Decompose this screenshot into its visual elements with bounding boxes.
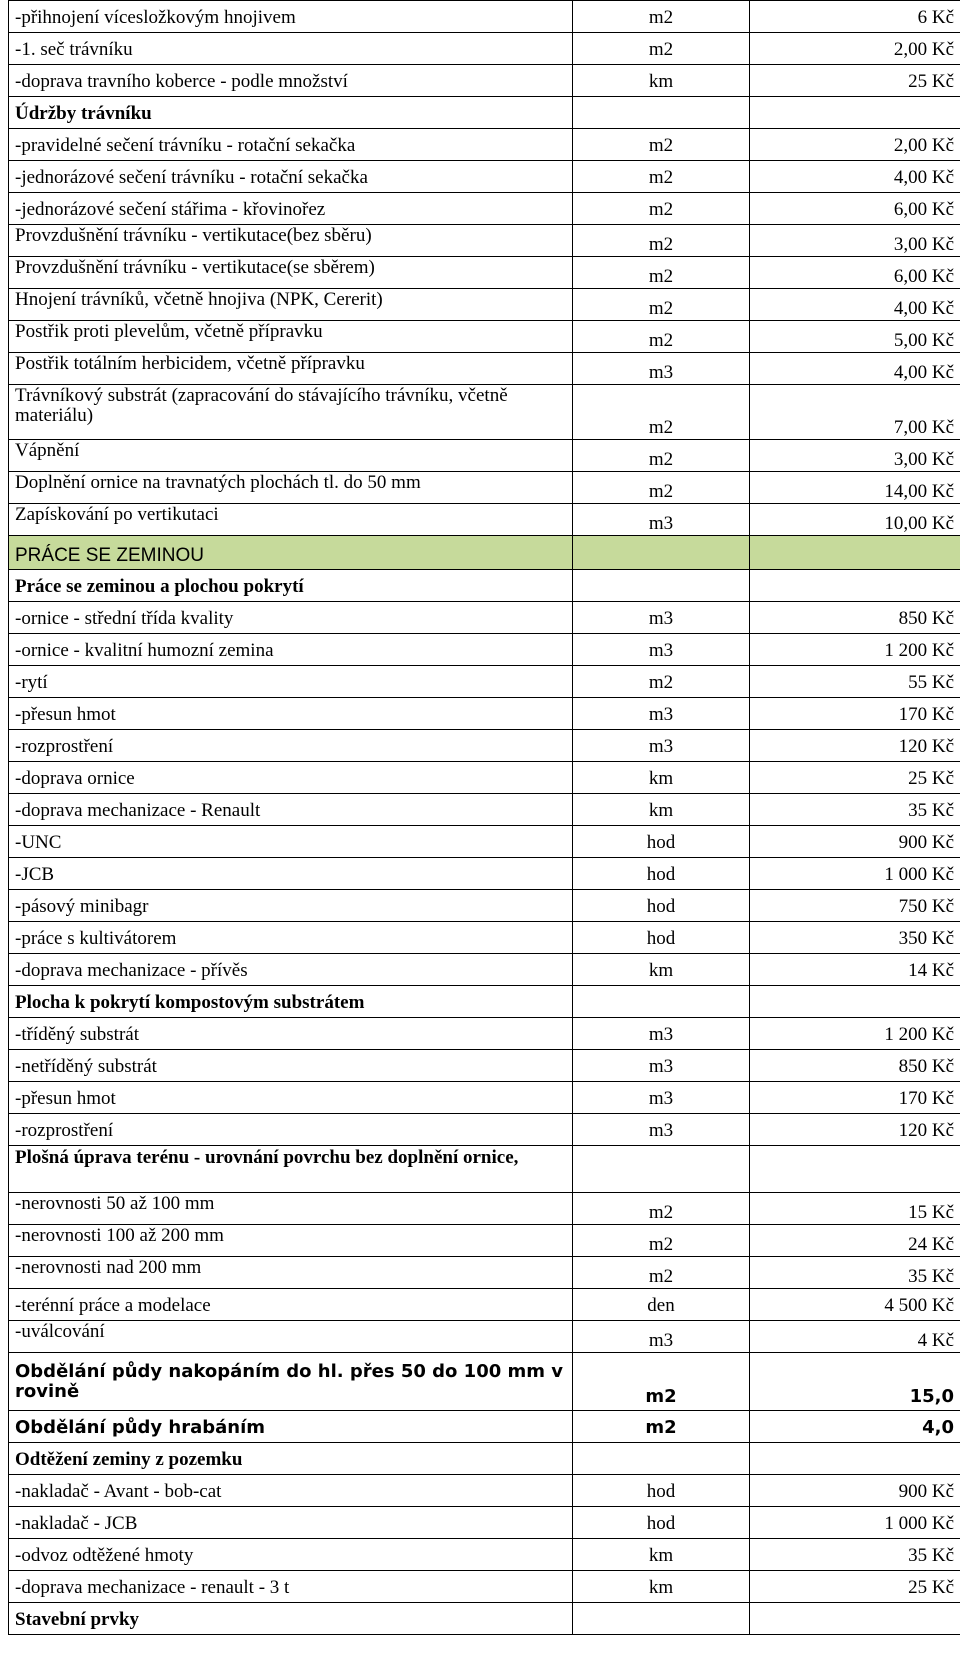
table-row — [9, 890, 960, 922]
item-description: -ornice - střední třída kvality — [9, 602, 573, 634]
table-row — [9, 321, 960, 353]
item-description: -rytí — [9, 666, 573, 698]
item-description: Zapískování po vertikutaci — [9, 504, 573, 536]
item-description: -pravidelné sečení trávníku - rotační sekačka — [9, 129, 573, 161]
item-price: 14 Kč — [750, 954, 960, 986]
table-row — [9, 794, 960, 826]
item-description: -doprava mechanizace - Renault — [9, 794, 573, 826]
table-row — [9, 257, 960, 289]
item-price: 170 Kč — [750, 698, 960, 730]
item-unit: m2 — [573, 1225, 750, 1257]
item-unit: m2 — [573, 289, 750, 321]
item-price: 4,00 Kč — [750, 353, 960, 385]
item-unit: m2 — [573, 321, 750, 353]
table-row — [9, 440, 960, 472]
item-price — [750, 1443, 960, 1475]
item-unit: km — [573, 1571, 750, 1603]
item-description: -UNC — [9, 826, 573, 858]
item-unit: m2 — [573, 385, 750, 440]
item-description: Hnojení trávníků, včetně hnojiva (NPK, Cererit) — [9, 289, 573, 321]
item-description: Provzdušnění trávníku - vertikutace(bez sběru) — [9, 225, 573, 257]
item-description: Obdělání půdy nakopáním do hl. přes 50 do 100 mm v rovině — [9, 1353, 573, 1411]
item-description: Obdělání půdy hrabáním — [9, 1411, 573, 1443]
item-price: 25 Kč — [750, 65, 960, 97]
item-price: 1 000 Kč — [750, 1507, 960, 1539]
item-unit: km — [573, 794, 750, 826]
item-price: 15,0 — [750, 1353, 960, 1411]
item-unit: m2 — [573, 1193, 750, 1225]
item-price: 2,00 Kč — [750, 33, 960, 65]
item-unit: m2 — [573, 257, 750, 289]
table-row — [9, 65, 960, 97]
item-unit: hod — [573, 922, 750, 954]
item-unit — [573, 1603, 750, 1635]
table-row — [9, 1475, 960, 1507]
item-unit: m3 — [573, 1321, 750, 1353]
item-description: Plošná úprava terénu - urovnání povrchu bez doplnění ornice, — [9, 1146, 573, 1193]
table-row — [9, 1018, 960, 1050]
item-unit: m3 — [573, 634, 750, 666]
item-unit — [573, 536, 750, 570]
item-unit: hod — [573, 858, 750, 890]
table-row — [9, 730, 960, 762]
section-header-row — [9, 1603, 960, 1635]
item-price — [750, 570, 960, 602]
item-price: 7,00 Kč — [750, 385, 960, 440]
item-price: 5,00 Kč — [750, 321, 960, 353]
table-row — [9, 129, 960, 161]
table-row — [9, 666, 960, 698]
section-header-row — [9, 1146, 960, 1193]
item-unit: m3 — [573, 730, 750, 762]
item-price: 25 Kč — [750, 1571, 960, 1603]
item-price: 120 Kč — [750, 1114, 960, 1146]
item-price: 850 Kč — [750, 1050, 960, 1082]
table-row — [9, 225, 960, 257]
item-description: -přesun hmot — [9, 1082, 573, 1114]
item-price: 1 000 Kč — [750, 858, 960, 890]
item-unit: km — [573, 954, 750, 986]
item-description: -nakladač - Avant - bob-cat — [9, 1475, 573, 1507]
item-unit: m2 — [573, 129, 750, 161]
table-row — [9, 1257, 960, 1289]
table-row — [9, 762, 960, 794]
item-description: -1. seč trávníku — [9, 33, 573, 65]
item-unit: m2 — [573, 33, 750, 65]
item-description: -nerovnosti 100 až 200 mm — [9, 1225, 573, 1257]
item-unit: m3 — [573, 1018, 750, 1050]
item-unit: m3 — [573, 1114, 750, 1146]
item-description: Provzdušnění trávníku - vertikutace(se sběrem) — [9, 257, 573, 289]
item-price: 35 Kč — [750, 794, 960, 826]
table-row — [9, 289, 960, 321]
table-row — [9, 602, 960, 634]
item-unit: m2 — [573, 161, 750, 193]
item-unit: hod — [573, 890, 750, 922]
item-description: Plocha k pokrytí kompostovým substrátem — [9, 986, 573, 1018]
table-row — [9, 1321, 960, 1353]
table-row — [9, 1, 960, 33]
item-description: -jednorázové sečení trávníku - rotační sekačka — [9, 161, 573, 193]
item-description: -JCB — [9, 858, 573, 890]
item-description: -nakladač - JCB — [9, 1507, 573, 1539]
item-unit: m3 — [573, 1082, 750, 1114]
item-price: 4,0 — [750, 1411, 960, 1443]
item-description: Práce se zeminou a plochou pokrytí — [9, 570, 573, 602]
item-description: Údržby trávníku — [9, 97, 573, 129]
item-unit — [573, 570, 750, 602]
item-unit: m2 — [573, 1257, 750, 1289]
item-description: -doprava ornice — [9, 762, 573, 794]
table-row — [9, 1050, 960, 1082]
item-description: Odtěžení zeminy z pozemku — [9, 1443, 573, 1475]
item-unit — [573, 97, 750, 129]
table-row — [9, 1571, 960, 1603]
item-description: -rozprostření — [9, 730, 573, 762]
item-description: -rozprostření — [9, 1114, 573, 1146]
item-price: 3,00 Kč — [750, 225, 960, 257]
item-price: 900 Kč — [750, 826, 960, 858]
item-unit — [573, 986, 750, 1018]
table-row — [9, 504, 960, 536]
item-description: -terénní práce a modelace — [9, 1289, 573, 1321]
item-price: 350 Kč — [750, 922, 960, 954]
table-row — [9, 1225, 960, 1257]
item-price: 1 200 Kč — [750, 634, 960, 666]
table-row — [9, 1539, 960, 1571]
item-description: -uválcování — [9, 1321, 573, 1353]
item-unit: m2 — [573, 1, 750, 33]
table-row — [9, 472, 960, 504]
item-description: Stavební prvky — [9, 1603, 573, 1635]
item-unit: km — [573, 762, 750, 794]
item-price — [750, 1603, 960, 1635]
table-row — [9, 634, 960, 666]
table-row — [9, 1193, 960, 1225]
table-row — [9, 1507, 960, 1539]
item-unit: m2 — [573, 440, 750, 472]
item-price: 4 Kč — [750, 1321, 960, 1353]
section-header-row — [9, 1443, 960, 1475]
item-unit — [573, 1146, 750, 1193]
item-description: Trávníkový substrát (zapracování do stávajícího trávníku, včetně materiálu) — [9, 385, 573, 440]
item-price: 3,00 Kč — [750, 440, 960, 472]
item-unit: m3 — [573, 698, 750, 730]
item-description: Postřik proti plevelům, včetně přípravku — [9, 321, 573, 353]
item-price — [750, 97, 960, 129]
item-price: 900 Kč — [750, 1475, 960, 1507]
table-row — [9, 954, 960, 986]
item-description: Vápnění — [9, 440, 573, 472]
item-price: 55 Kč — [750, 666, 960, 698]
item-description: -tříděný substrát — [9, 1018, 573, 1050]
item-price: 25 Kč — [750, 762, 960, 794]
item-description: PRÁCE SE ZEMINOU — [9, 536, 573, 570]
item-price: 35 Kč — [750, 1257, 960, 1289]
item-description: -netříděný substrát — [9, 1050, 573, 1082]
item-unit: m3 — [573, 353, 750, 385]
item-price: 4,00 Kč — [750, 161, 960, 193]
item-description: -doprava mechanizace - renault - 3 t — [9, 1571, 573, 1603]
item-unit: den — [573, 1289, 750, 1321]
item-description: -doprava mechanizace - přívěs — [9, 954, 573, 986]
item-price: 1 200 Kč — [750, 1018, 960, 1050]
item-price: 4 500 Kč — [750, 1289, 960, 1321]
table-row — [9, 922, 960, 954]
table-row — [9, 1353, 960, 1411]
price-table-body — [9, 1, 960, 1635]
item-price: 15 Kč — [750, 1193, 960, 1225]
table-row — [9, 1082, 960, 1114]
item-description: Doplnění ornice na travnatých plochách tl. do 50 mm — [9, 472, 573, 504]
item-unit: m2 — [573, 666, 750, 698]
item-price: 14,00 Kč — [750, 472, 960, 504]
item-price — [750, 536, 960, 570]
item-price: 750 Kč — [750, 890, 960, 922]
table-row — [9, 1114, 960, 1146]
item-price: 6,00 Kč — [750, 193, 960, 225]
item-description: -nerovnosti nad 200 mm — [9, 1257, 573, 1289]
item-description: -jednorázové sečení stářima - křovinořez — [9, 193, 573, 225]
table-row — [9, 826, 960, 858]
item-description: -nerovnosti 50 až 100 mm — [9, 1193, 573, 1225]
section-header-row — [9, 986, 960, 1018]
item-price: 6 Kč — [750, 1, 960, 33]
section-header-row — [9, 570, 960, 602]
table-row — [9, 161, 960, 193]
item-unit: m2 — [573, 1353, 750, 1411]
item-unit: hod — [573, 1507, 750, 1539]
item-price: 6,00 Kč — [750, 257, 960, 289]
item-unit: m2 — [573, 225, 750, 257]
item-unit: hod — [573, 1475, 750, 1507]
item-unit: m3 — [573, 504, 750, 536]
table-row — [9, 353, 960, 385]
item-unit: m3 — [573, 602, 750, 634]
item-price — [750, 1146, 960, 1193]
item-price: 2,00 Kč — [750, 129, 960, 161]
item-unit: m3 — [573, 1050, 750, 1082]
item-price: 170 Kč — [750, 1082, 960, 1114]
table-row — [9, 385, 960, 440]
item-unit: km — [573, 1539, 750, 1571]
item-price: 10,00 Kč — [750, 504, 960, 536]
item-description: -práce s kultivátorem — [9, 922, 573, 954]
item-unit: m2 — [573, 472, 750, 504]
price-table — [8, 0, 960, 1635]
item-unit — [573, 1443, 750, 1475]
table-row — [9, 858, 960, 890]
item-description: -přihnojení vícesložkovým hnojivem — [9, 1, 573, 33]
item-description: -přesun hmot — [9, 698, 573, 730]
table-row — [9, 698, 960, 730]
item-description: -ornice - kvalitní humozní zemina — [9, 634, 573, 666]
item-unit: m2 — [573, 1411, 750, 1443]
section-header-row — [9, 97, 960, 129]
table-row — [9, 1411, 960, 1443]
item-description: Postřik totálním herbicidem, včetně přípravku — [9, 353, 573, 385]
table-row — [9, 1289, 960, 1321]
item-price: 120 Kč — [750, 730, 960, 762]
item-price — [750, 986, 960, 1018]
item-unit: m2 — [573, 193, 750, 225]
item-price: 24 Kč — [750, 1225, 960, 1257]
item-price: 4,00 Kč — [750, 289, 960, 321]
item-unit: km — [573, 65, 750, 97]
table-row — [9, 33, 960, 65]
item-price: 850 Kč — [750, 602, 960, 634]
item-unit: hod — [573, 826, 750, 858]
item-description: -doprava travního koberce - podle množství — [9, 65, 573, 97]
item-description: -pásový minibagr — [9, 890, 573, 922]
section-header-row — [9, 536, 960, 570]
item-price: 35 Kč — [750, 1539, 960, 1571]
item-description: -odvoz odtěžené hmoty — [9, 1539, 573, 1571]
table-row — [9, 193, 960, 225]
